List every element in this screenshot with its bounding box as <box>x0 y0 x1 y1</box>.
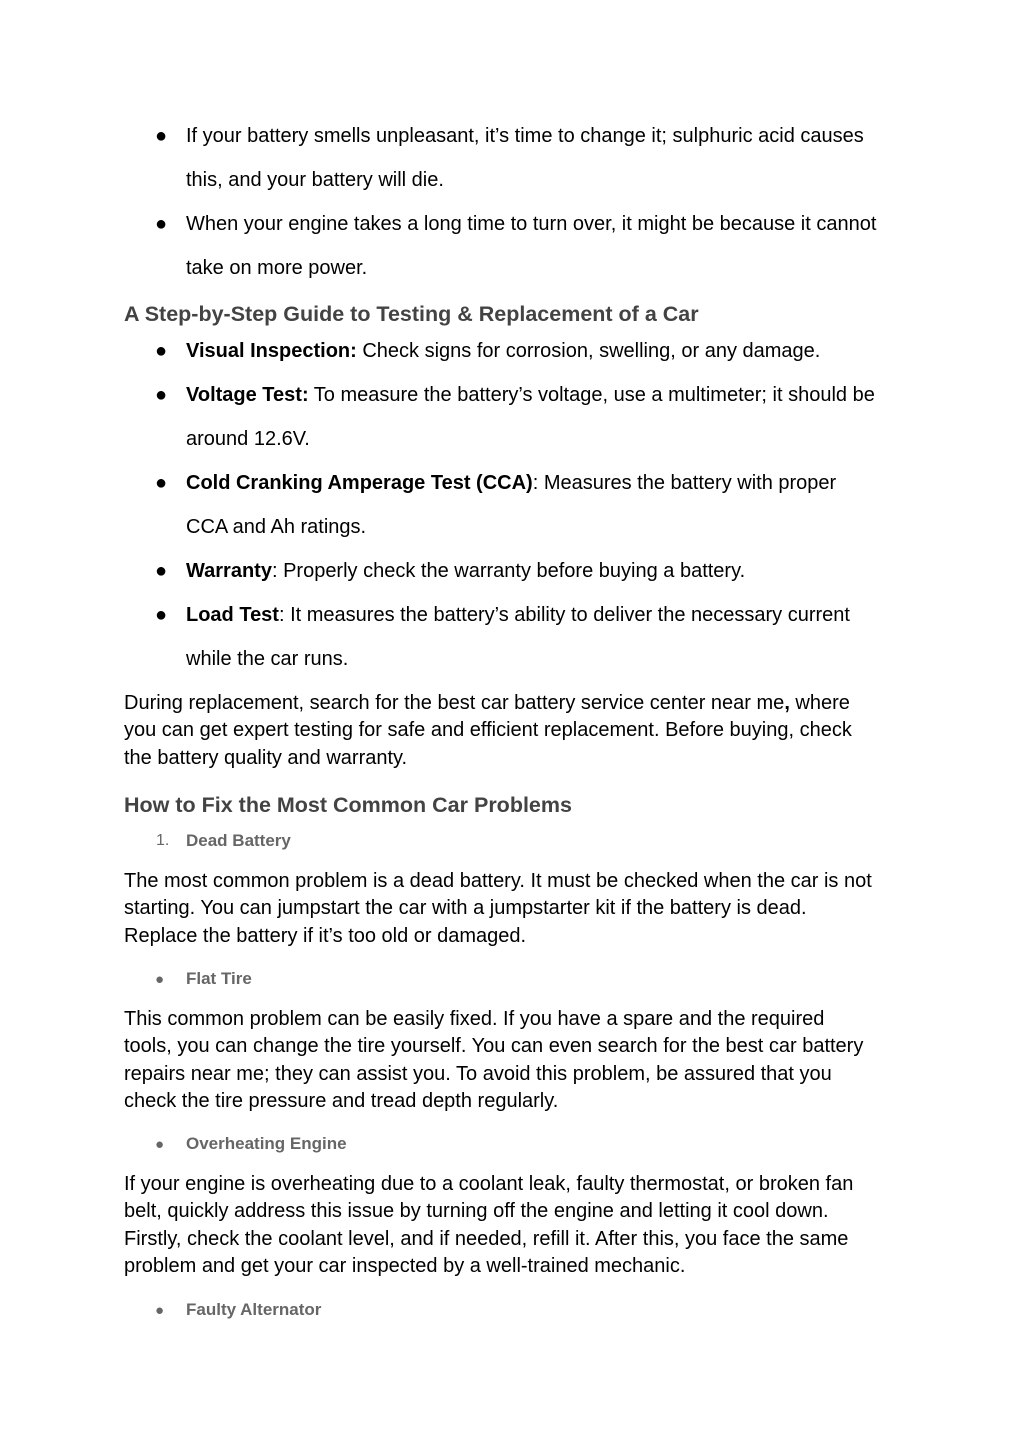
paragraph-line: During replacement, search for the best car battery service center near me, where <box>124 692 850 714</box>
bullet-marker: ● <box>155 1302 165 1319</box>
bullet-text-line: If your battery smells unpleasant, it’s time to change it; sulphuric acid causes <box>186 125 864 147</box>
paragraph-line: belt, quickly address this issue by turning off the engine and letting it cool down. <box>124 1200 829 1223</box>
list-item <box>186 605 850 625</box>
paragraph <box>124 690 914 772</box>
item-text: Check signs for corrosion, swelling, or any damage. <box>356 340 821 362</box>
bullet-marker: ● <box>155 560 168 582</box>
paragraph-line: The most common problem is a dead battery. It must be checked when the car is not <box>124 870 872 892</box>
item-label: Cold Cranking Amperage Test (CCA) <box>186 472 533 494</box>
list-item-continuation: around 12.6V. <box>186 428 310 450</box>
paragraph-line: repairs near me; they can assist you. To avoid this problem, be assured that you <box>124 1062 832 1085</box>
bullet-text-line: this, and your battery will die. <box>186 169 444 191</box>
section-heading: A Step-by-Step Guide to Testing & Replacement of a Car <box>124 302 699 326</box>
item-text: : It measures the battery’s ability to deliver the necessary current <box>278 604 850 626</box>
paragraph-line: Replace the battery if it’s too old or damaged. <box>124 924 527 947</box>
list-item <box>186 473 836 493</box>
paragraph-line: tools, you can change the tire yourself. You can even search for the best car battery <box>124 1035 864 1058</box>
list-number: 1. <box>156 832 170 849</box>
paragraph-line: you can get expert testing for safe and efficient replacement. Before buying, check <box>124 719 852 742</box>
paragraph-line: If your engine is overheating due to a coolant leak, faulty thermostat, or broken fan <box>124 1173 854 1195</box>
paragraph-line: problem and get your car inspected by a well-trained mechanic. <box>124 1254 686 1277</box>
bullet-marker: ● <box>155 125 168 147</box>
bullet-text-line: take on more power. <box>186 257 368 279</box>
paragraph-line: Firstly, check the coolant level, and if needed, refill it. After this, you face the same <box>124 1227 849 1250</box>
problem-title: Flat Tire <box>186 969 252 988</box>
paragraph <box>124 1171 914 1280</box>
item-label: Load Test <box>186 604 279 626</box>
bullet-text-line: When your engine takes a long time to turn over, it might be because it cannot <box>186 213 877 235</box>
paragraph-line: the battery quality and warranty. <box>124 746 408 769</box>
problem-title: Dead Battery <box>186 831 291 850</box>
list-item-continuation: CCA and Ah ratings. <box>186 516 367 538</box>
bullet-marker: ● <box>155 213 168 235</box>
paragraph-line: starting. You can jumpstart the car with a jumpstarter kit if the battery is dead. <box>124 897 807 920</box>
bullet-marker: ● <box>155 384 168 406</box>
problem-title: Overheating Engine <box>186 1134 347 1153</box>
list-item <box>186 385 875 405</box>
bullet-marker: ● <box>155 604 168 626</box>
list-item <box>186 341 820 361</box>
paragraph-line: check the tire pressure and tread depth regularly. <box>124 1089 559 1112</box>
section-heading: How to Fix the Most Common Car Problems <box>124 793 572 817</box>
bullet-marker: ● <box>155 1136 165 1153</box>
problem-title: Faulty Alternator <box>186 1300 322 1319</box>
bullet-marker: ● <box>155 971 165 988</box>
paragraph <box>124 1006 914 1115</box>
list-item-continuation: while the car runs. <box>186 648 349 670</box>
bullet-marker: ● <box>155 472 168 494</box>
item-label: Voltage Test: <box>186 384 309 406</box>
item-text: To measure the battery’s voltage, use a multimeter; it should be <box>308 384 875 406</box>
bullet-marker: ● <box>155 340 168 362</box>
item-text: : Measures the battery with proper <box>532 472 837 494</box>
item-text: : Properly check the warranty before buying a battery. <box>271 560 746 582</box>
list-item <box>186 561 745 581</box>
item-label: Visual Inspection: <box>186 340 357 362</box>
paragraph-line: This common problem can be easily fixed. If you have a spare and the required <box>124 1008 825 1030</box>
item-label: Warranty <box>186 560 272 582</box>
paragraph <box>124 868 914 950</box>
